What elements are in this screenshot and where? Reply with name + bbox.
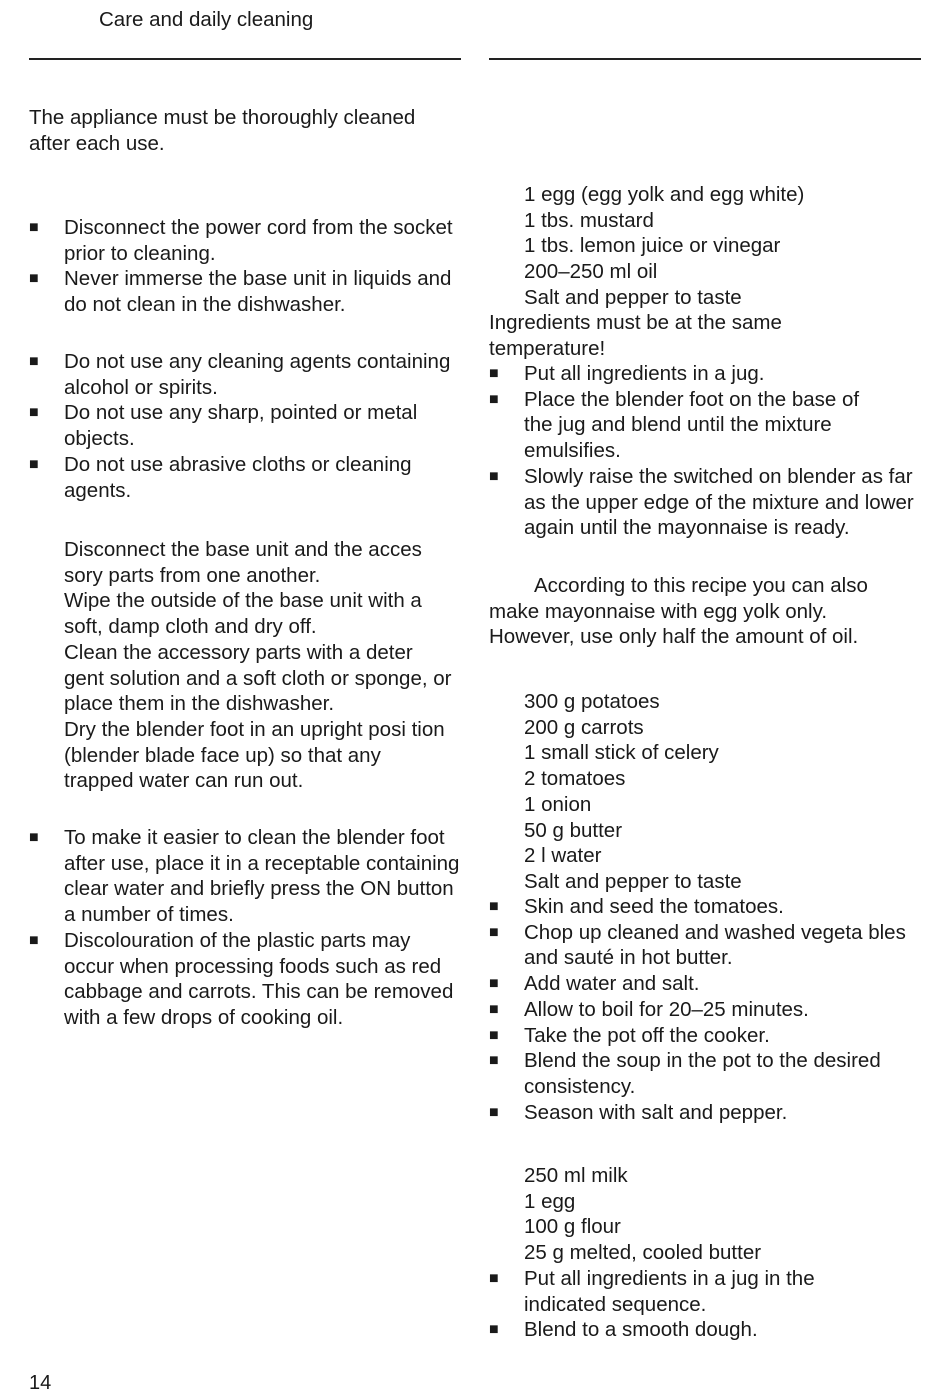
list-item (489, 387, 884, 464)
ingredient-line: 1 small stick of celery (524, 741, 719, 765)
header-rule-right (489, 58, 921, 60)
ingredient-line: 25 g melted, cooled butter (524, 1241, 762, 1265)
bullet-square-icon: ■ (489, 467, 499, 485)
list-item (29, 349, 469, 400)
ingredient-line: 1 tbs. mustard (524, 208, 654, 232)
list-item-text: Put all ingredients in a jug. (524, 362, 765, 385)
power-safety-list (29, 215, 469, 318)
cleaning-steps (29, 537, 456, 794)
list-item-text: Season with salt and pepper. (524, 1100, 788, 1124)
mayonnaise-note: Ingredients must be at the same temperature! (489, 311, 782, 360)
list-item-text: Do not use abrasive cloths or cleaning agents. (64, 452, 412, 502)
ingredient-line: 200 g carrots (524, 715, 644, 739)
ingredient-line: 1 egg (egg yolk and egg white) (524, 183, 805, 206)
page-number: 14 (29, 1372, 52, 1394)
bullet-square-icon: ■ (29, 455, 39, 473)
list-item (29, 452, 469, 503)
batter-steps (489, 1266, 869, 1343)
list-item (29, 825, 461, 928)
list-item-text: Disconnect the power cord from the socket prior to cleaning. (64, 216, 453, 265)
bullet-square-icon: ■ (29, 219, 39, 236)
step-text: Clean the accessory parts with a deter gent solution and a soft cloth or sponge, or place them in the dishwasher. (64, 640, 452, 716)
ingredient-line: 2 tomatoes (524, 767, 626, 791)
bullet-square-icon: ■ (489, 1000, 499, 1018)
batter-ingredients (489, 1163, 950, 1266)
ingredient-line: 250 ml milk (524, 1164, 628, 1187)
bullet-square-icon: ■ (489, 923, 499, 941)
list-item-text: Blend the soup in the pot to the desired consistency. (524, 1049, 881, 1098)
bullet-square-icon: ■ (29, 404, 39, 422)
bullet-square-icon: ■ (489, 390, 499, 408)
step-text: Wipe the outside of the base unit with a soft, damp cloth and dry off. (64, 589, 422, 639)
page-header-title: Care and daily cleaning (99, 8, 314, 31)
list-item-text: Add water and salt. (524, 972, 700, 996)
header-rule-left (29, 58, 461, 60)
bullet-square-icon: ■ (489, 975, 499, 993)
list-item-text: Slowly raise the switched on blender as far as the upper edge of the mixture and lower again until the mayonnaise is ready. (524, 464, 914, 540)
cleaning-agent-list (29, 349, 469, 503)
bullet-square-icon: ■ (29, 353, 39, 370)
list-item (29, 215, 469, 266)
list-item-text: Do not use any cleaning agents containing alcohol or spirits. (64, 350, 451, 399)
ingredient-line: 2 l water (524, 844, 602, 868)
list-item-text: Blend to a smooth dough. (524, 1318, 758, 1342)
ingredient-line: 1 onion (524, 792, 592, 816)
ingredient-line: 300 g potatoes (524, 690, 660, 713)
list-item (489, 1048, 921, 1099)
list-item-text: Allow to boil for 20–25 minutes. (524, 997, 809, 1021)
step-text: Dry the blender foot in an upright posi tion (blender blade face up) so that any trapped water can run out. (64, 717, 445, 793)
list-item (29, 400, 469, 451)
ingredient-line: 100 g flour (524, 1215, 621, 1239)
bullet-square-icon: ■ (489, 1103, 499, 1121)
bullet-square-icon: ■ (29, 829, 39, 846)
list-item (489, 971, 921, 997)
bullet-square-icon: ■ (489, 1026, 499, 1044)
list-item (489, 894, 921, 920)
list-item-text: Place the blender foot on the base of the jug and blend until the mixture emulsifies. (524, 387, 860, 463)
ingredient-line: Salt and pepper to taste (524, 285, 742, 309)
soup-ingredients (489, 689, 950, 895)
list-item-text: Discolouration of the plastic parts may occur when processing foods such as red cabbage and carrots. This can be removed with a few drops of cooking oil. (64, 928, 454, 1029)
list-item-text: Put all ingredients in a jug in the indicated sequence. (524, 1267, 815, 1316)
list-item (489, 464, 921, 541)
list-item (29, 928, 461, 1031)
ingredient-line: 200–250 ml oil (524, 260, 658, 284)
ingredient-line: Salt and pepper to taste (524, 869, 742, 893)
tips-list (29, 825, 461, 1031)
list-item (489, 920, 921, 971)
bullet-square-icon: ■ (29, 931, 39, 949)
ingredient-line: 1 egg (524, 1189, 576, 1213)
mayonnaise-ingredients (489, 182, 950, 311)
intro-paragraph: The appliance must be thoroughly cleaned after each use. (29, 106, 416, 155)
bullet-square-icon: ■ (29, 270, 39, 288)
list-item (489, 1266, 869, 1317)
mayonnaise-tip: According to this recipe you can also make mayonnaise with egg yolk only. However, use only half the amount of oil. (489, 574, 868, 649)
list-item-text: Never immerse the base unit in liquids and do not clean in the dishwasher. (64, 267, 452, 317)
bullet-square-icon: ■ (489, 1321, 499, 1339)
ingredient-line: 1 tbs. lemon juice or vinegar (524, 234, 781, 258)
list-item-text: Take the pot off the cooker. (524, 1023, 770, 1047)
list-item (489, 1023, 921, 1049)
list-item-text: Chop up cleaned and washed vegeta bles and sauté in hot butter. (524, 920, 906, 970)
list-item (489, 1100, 921, 1126)
soup-steps (489, 894, 921, 1125)
ingredient-line: 50 g butter (524, 818, 623, 842)
list-item (489, 1317, 869, 1343)
list-item (489, 997, 921, 1023)
list-item (489, 361, 921, 387)
bullet-square-icon: ■ (489, 1052, 499, 1070)
list-item-text: Skin and seed the tomatoes. (524, 895, 784, 918)
list-item (29, 266, 469, 317)
list-item-text: Do not use any sharp, pointed or metal objects. (64, 401, 418, 451)
list-item-text: To make it easier to clean the blender foot after use, place it in a receptable containing clear water and briefly press the ON button a number of times. (64, 826, 460, 927)
bullet-square-icon: ■ (489, 898, 499, 915)
step-text: Disconnect the base unit and the acces sory parts from one another. (64, 538, 422, 587)
mayonnaise-steps (489, 361, 921, 541)
bullet-square-icon: ■ (489, 365, 499, 382)
bullet-square-icon: ■ (489, 1270, 499, 1287)
